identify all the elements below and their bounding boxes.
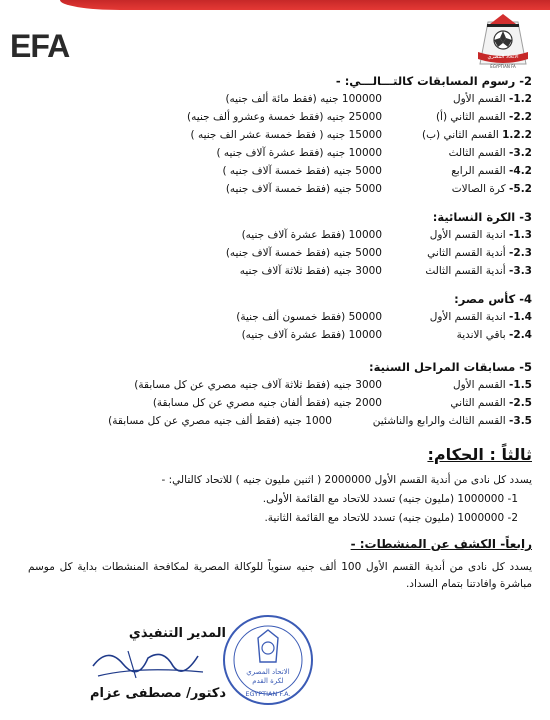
section2-row-value: 5000 جنيه (فقط خمسة آلاف جنيه) (225, 183, 382, 195)
section2-row (28, 144, 532, 162)
section2-row-text: القسم الثالث (448, 147, 506, 159)
section4-row (28, 308, 532, 326)
section2-row (28, 126, 532, 144)
section3-row-number: 1.3- (509, 229, 532, 241)
section2-row-label (422, 126, 532, 144)
doping-title: رابعاً- الكشف عن المنشطات: - (350, 537, 532, 551)
section-3-rows (28, 226, 532, 280)
section2-row-number: 2.2- (509, 111, 532, 123)
section5-row (28, 394, 532, 412)
referees-item-2: 2- 1000000 (مليون جنيه) تسدد للاتحاد مع القائمة الثانية. (264, 512, 518, 524)
section3-row-number: 2.3- (509, 247, 532, 259)
section5-row-value: 1000 جنيه (فقط ألف جنيه مصري عن كل مسابقة) (108, 415, 332, 427)
section-2-title: 2- رسوم المسابقات كالتـــالـــي: - (335, 74, 532, 88)
section4-row-label (430, 308, 532, 326)
section4-row (28, 326, 532, 344)
section5-row-text: القسم الثالث والرابع والناشئين (372, 415, 506, 427)
section-5-rows (28, 376, 532, 430)
section2-row (28, 108, 532, 126)
section4-row-number: 2.4- (509, 329, 532, 341)
referees-title: ثالثاً : الحكام: (427, 445, 532, 464)
section4-row-value: 50000 (فقط خمسون ألف جنية) (236, 311, 382, 323)
section5-row-text: القسم الأول (452, 379, 506, 391)
section2-row-text: القسم الرابع (451, 165, 506, 177)
section5-row-text: القسم الثاني (450, 397, 506, 409)
section2-row (28, 90, 532, 108)
section3-row-label (425, 262, 532, 280)
section3-row (28, 244, 532, 262)
section3-row-value: 5000 جنيه (فقط خمسة آلاف جنيه) (225, 247, 382, 259)
section2-row-label (453, 90, 532, 108)
section2-row-text: القسم الثاني (أ) (435, 111, 506, 123)
section5-row-number: 2.5- (509, 397, 532, 409)
svg-text:الاتحاد المصري: الاتحاد المصري (487, 54, 519, 60)
section2-row-value: 25000 جنيه (فقط خمسة وعشرو ألف جنيه) (187, 111, 382, 123)
section2-row (28, 162, 532, 180)
section2-row-text: القسم الأول (452, 93, 506, 105)
section2-row-value: 5000 جنيه (فقط خمسة آلاف جنيه ) (222, 165, 382, 177)
section-4-rows (28, 308, 532, 344)
section2-row-label (452, 180, 532, 198)
section-5-title: 5- مسابقات المراحل السنية: (369, 360, 532, 374)
section2-row-label (451, 162, 532, 180)
section2-row-value: 15000 جنيه ( فقط خمسة عشر الف جنيه ) (190, 129, 382, 141)
svg-text:EGYPTIAN FA: EGYPTIAN FA (490, 64, 516, 69)
egyptian-fa-logo (468, 12, 538, 70)
svg-text:EGYPTIAN F.A.: EGYPTIAN F.A. (245, 690, 291, 698)
section4-row-text: اندية القسم الأول (429, 311, 506, 323)
section2-row-number: 3.2- (509, 147, 532, 159)
section2-row-text: القسم الثاني (ب) (422, 129, 499, 141)
section3-row-label (427, 244, 532, 262)
section3-row-label (430, 226, 532, 244)
section3-row-text: اندية القسم الأول (429, 229, 506, 241)
section5-row-label (373, 412, 532, 430)
section5-row (28, 376, 532, 394)
section5-row-label (453, 376, 532, 394)
section2-row-value: 100000 جنيه (فقط مائة ألف جنيه) (225, 93, 382, 105)
section2-row-label (436, 108, 532, 126)
section5-row (28, 412, 532, 430)
section3-row (28, 226, 532, 244)
section5-row-number: 3.5- (509, 415, 532, 427)
signatory-name: دكتور/ مصطفى عزام (90, 686, 226, 701)
official-stamp (220, 612, 316, 708)
section2-row-value: 10000 جنيه (فقط عشرة آلاف جنيه ) (216, 147, 382, 159)
section5-row-label (450, 394, 532, 412)
svg-text:لكرة القدم: لكرة القدم (252, 677, 284, 685)
section-4-title: 4- كأس مصر: (454, 292, 532, 306)
section-2-rows (28, 90, 532, 198)
section-3-title: 3- الكرة النسائية: (432, 210, 532, 224)
section2-row (28, 180, 532, 198)
section2-row-text: كرة الصالات (451, 183, 506, 195)
section2-row-number: 1.2.2 (502, 129, 532, 141)
section3-row-value: 10000 (فقط عشرة آلاف جنيه) (241, 229, 382, 241)
section2-row-number: 5.2- (509, 183, 532, 195)
section2-row-number: 4.2- (509, 165, 532, 177)
section5-row-number: 1.5- (509, 379, 532, 391)
section3-row (28, 262, 532, 280)
section3-row-value: 3000 جنيه (فقط ثلاثة آلاف جنيه (239, 265, 382, 277)
section5-row-value: 3000 جنيه (فقط ثلاثة آلاف جنيه مصري عن كل مسابقة) (134, 379, 382, 391)
section4-row-number: 1.4- (509, 311, 532, 323)
top-red-bar (60, 0, 550, 10)
referees-intro: يسدد كل نادى من أندية القسم الأول 2000000 ( اثنين مليون جنيه ) للاتحاد كالتالي: - (161, 474, 532, 486)
svg-text:الاتحاد المصري: الاتحاد المصري (246, 668, 290, 676)
section2-row-number: 1.2- (509, 93, 532, 105)
section3-row-text: أندية القسم الثاني (427, 247, 506, 259)
document-body (28, 68, 532, 593)
section3-row-text: أندية القسم الثالث (425, 265, 506, 277)
section3-row-number: 3.3- (509, 265, 532, 277)
referees-item-1: 1- 1000000 (مليون جنيه) تسدد للاتحاد مع القائمة الأولى. (262, 493, 518, 505)
doping-text: يسدد كل نادى من أندية القسم الأول 100 ألف جنيه سنوياً للوكالة المصرية لمكافحة المنشطات بداية كل موسم مباشرة وافادتنا بتمام السداد. (28, 561, 532, 590)
section4-row-value: 10000 (فقط عشرة آلاف جنيه) (241, 329, 382, 341)
efa-logo-text: EFA (10, 28, 70, 64)
section4-row-text: باقي الاندية (456, 329, 506, 341)
handwritten-signature (88, 636, 208, 686)
section4-row-label (457, 326, 532, 344)
signatory-role: المدير التنفيذي (128, 626, 226, 641)
section2-row-label (449, 144, 532, 162)
section5-row-value: 2000 جنيه (فقط ألفان جنيه مصري عن كل مسابقة) (152, 397, 382, 409)
